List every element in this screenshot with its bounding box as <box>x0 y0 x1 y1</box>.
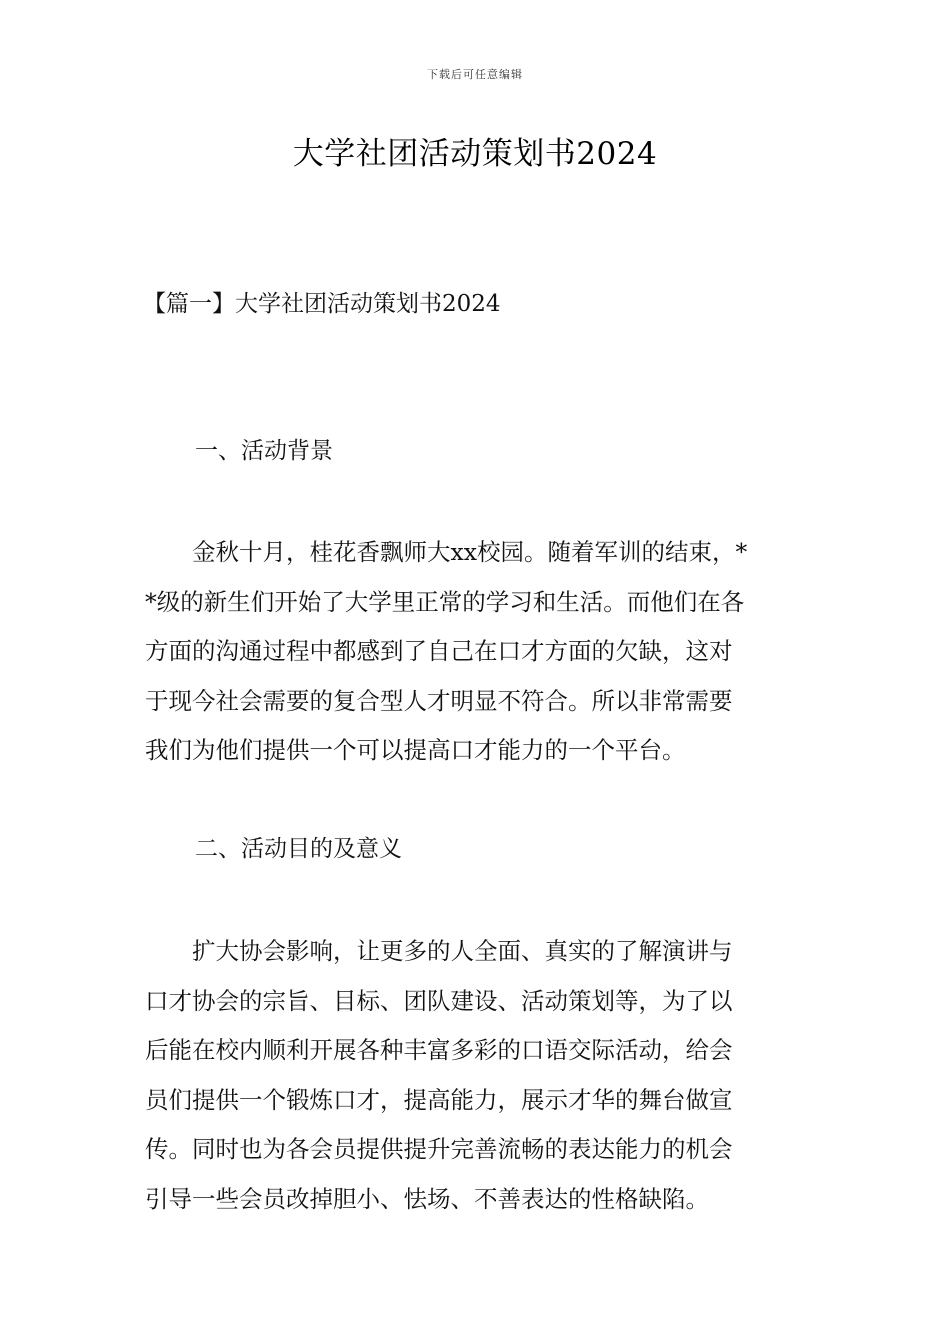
paragraph-background <box>145 528 807 776</box>
header-note: 下载后可任意编辑 <box>427 68 523 81</box>
paragraph-line: 口才协会的宗旨、目标、团队建设、活动策划等，为了以 <box>145 986 733 1015</box>
paragraph-line: 传。同时也为各会员提供提升完善流畅的表达能力的机会 <box>145 1135 733 1163</box>
paragraph-line: 方面的沟通过程中都感到了自己在口才方面的欠缺，这对 <box>145 637 733 665</box>
paragraph-line: 扩大协会影响，让更多的人全面、真实的了解演讲与 <box>145 937 733 965</box>
section-heading-background: 一、活动背景 <box>195 438 333 464</box>
section-heading-purpose: 二、活动目的及意义 <box>195 836 402 862</box>
paragraph-line: 我们为他们提供一个可以提高口才能力的一个平台。 <box>145 736 686 764</box>
section-label: 【篇一】大学社团活动策划书2024 <box>143 291 501 317</box>
paragraph-purpose <box>145 927 807 1224</box>
paragraph-line: *级的新生们开始了大学里正常的学习和生活。而他们在各 <box>145 587 745 616</box>
document-title: 大学社团活动策划书2024 <box>292 136 658 172</box>
paragraph-line: 后能在校内顺利开展各种丰富多彩的口语交际活动，给会 <box>145 1036 733 1064</box>
paragraph-line: 金秋十月，桂花香飘师大xx校园。随着军训的结束，* <box>145 538 748 566</box>
paragraph-line: 员们提供一个锻炼口才，提高能力，展示才华的舞台做宣 <box>145 1085 733 1114</box>
paragraph-line: 于现今社会需要的复合型人才明显不符合。所以非常需要 <box>145 686 733 715</box>
paragraph-line: 引导一些会员改掉胆小、怯场、不善表达的性格缺陷。 <box>145 1184 709 1213</box>
